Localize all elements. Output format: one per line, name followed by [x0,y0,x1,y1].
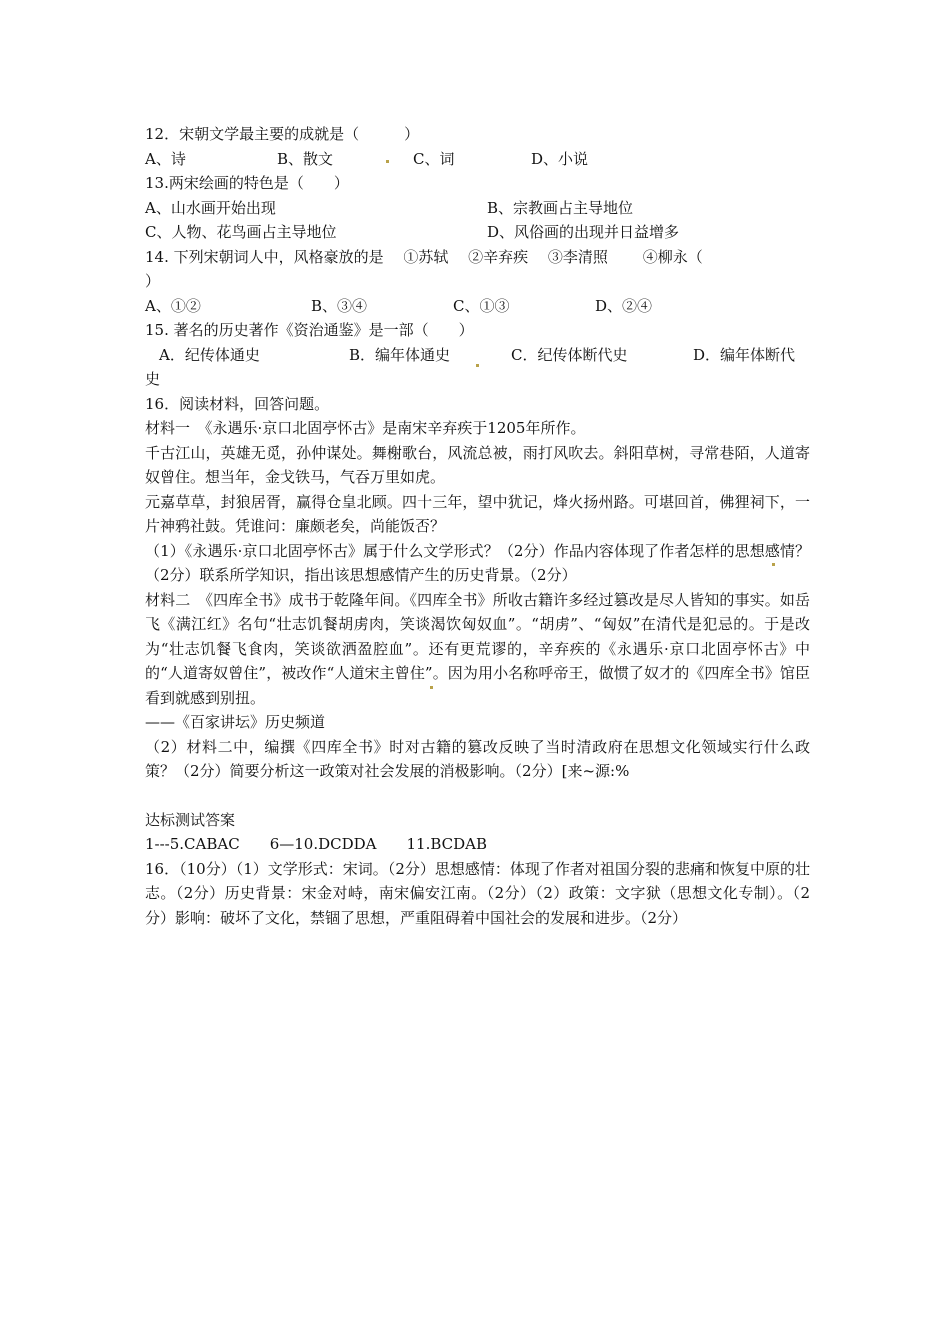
question-14-options [145,294,810,319]
question-15-option-wrap: 史 [145,370,161,388]
option-d: D、风俗画的出现并日益增多 [487,223,680,241]
question-13-options-row1 [145,196,810,221]
question-13-stem: 13.两宋绘画的特色是（ ） [145,174,349,192]
option-c: C、①③ [453,296,510,315]
option-a: A、山水画开始出现 [145,198,276,217]
option-b: B．编年体通史 [349,345,451,364]
answers-question-16: 16．（10分）（1）文学形式：宋词。（2分）思想感情：体现了作者对祖国分裂的悲痛和恢复中原的壮志。（2分）历史背景：宋金对峙，南宋偏安江南。（2分）（2）政策：文字狱（思想文化专制）。（2分）影响：破坏了文化，禁锢了思想，严重阻碍着中国社会的发展和进步。（2分） [145,859,810,927]
marker-dot [430,686,433,689]
material-1-poem-part-1: 千古江山，英雄无觅，孙仲谋处。舞榭歌台，风流总被，雨打风吹去。斜阳草树，寻常巷陌，人道寄奴曾住。想当年，金戈铁马，气吞万里如虎。 [145,443,810,486]
option-b: B、宗教画占主导地位 [487,198,634,217]
answers-multiple-choice: 1---5.CABAC 6—10.DCDDA 11.BCDAB [145,835,488,853]
option-d: D、②④ [595,296,653,315]
marker-dot [772,563,775,566]
question-14-stem: 14. 下列宋朝词人中，风格豪放的是 ①苏轼 ②辛弃疾 ③李清照 ④柳永（ [145,247,703,266]
question-15-stem: 15. 著名的历史著作《资治通鉴》是一部（ ） [145,321,474,339]
option-c: C、词 [413,149,455,168]
option-a: A．纪传体通史 [159,345,260,364]
marker-dot [476,364,479,367]
option-c: C．纪传体断代史 [511,345,628,364]
question-14-stem-wrap: ） [145,272,161,290]
material-1-intro: 材料一 《永遇乐·京口北固亭怀古》是南宋辛弃疾于1205年所作。 [145,419,586,437]
option-d: D．编年体断代 [693,345,796,364]
option-b: B、③④ [311,296,368,315]
material-2-source: ——《百家讲坛》历史频道 [145,713,326,731]
option-d: D、小说 [531,149,589,168]
marker-dot [386,160,389,163]
question-16-1: （1）《永遇乐·京口北固亭怀古》属于什么文学形式？（2分）作品内容体现了作者怎样的思想感情？（2分）联系所学知识，指出该思想感情产生的历史背景。（2分） [145,541,810,584]
option-a: A、诗 [145,149,186,168]
option-a: A、①② [145,296,201,315]
material-2-text: 材料二 《四库全书》成书于乾隆年间。《四库全书》所收古籍许多经过篡改是尽人皆知的事实。如岳飞《满江红》名句“壮志饥餐胡虏肉，笑谈渴饮匈奴血”。“胡虏”、“匈奴”在清代是犯忌的。于是改为“壮志饥餐飞食肉，笑谈欲洒盈腔血”。还有更荒谬的，辛弃疾的《永遇乐·京口北固亭怀古》中的“人道寄奴曾住”，被改作“人道宋主曾住”。因为用小名称呼帝王，做惯了奴才的《四库全书》馆臣看到就感到别扭。 [145,590,810,707]
option-c: C、人物、花鸟画占主导地位 [145,223,337,241]
question-16-2: （2）材料二中，编撰《四库全书》时对古籍的篡改反映了当时清政府在思想文化领域实行什么政策？（2分）简要分析这一政策对社会发展的消极影响。（2分）[来~源:% [145,737,810,780]
document-page [145,122,810,930]
question-12-stem: 12．宋朝文学最主要的成就是（ ） [145,125,420,143]
question-16-stem: 16．阅读材料，回答问题。 [145,394,330,413]
option-b: B、散文 [277,149,334,168]
question-12-options [145,147,810,172]
material-1-poem-part-2: 元嘉草草，封狼居胥，赢得仓皇北顾。四十三年，望中犹记，烽火扬州路。可堪回首，佛狸祠下，一片神鸦社鼓。凭谁问：廉颇老矣，尚能饭否？ [145,492,810,535]
question-13-options-row2 [145,220,810,245]
answers-title: 达标测试答案 [145,810,236,829]
section-spacer [145,784,810,808]
